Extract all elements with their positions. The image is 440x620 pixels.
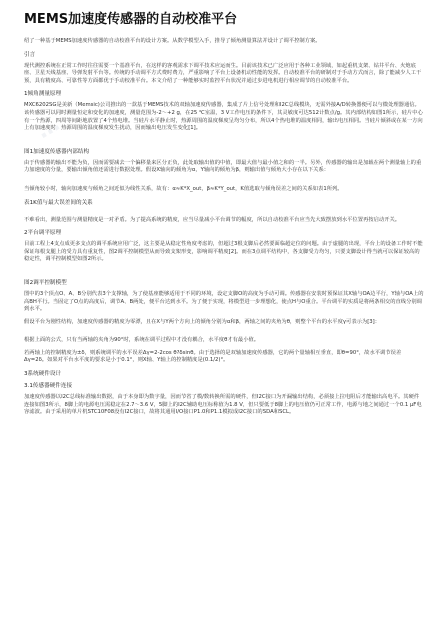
page-title: MEMS加速度传感器的自动校准平台 [24, 12, 238, 27]
section-heading: 1倾角测量原理 [24, 91, 62, 98]
document-body [10, 38, 430, 417]
section-heading: 引言 [24, 51, 36, 58]
section-heading: 图1加速度传感器内部结构 [24, 148, 90, 155]
paragraph: 加速度传感器以I2C总线标准输出数据，由于本身即为数字量，因而节省了模/数转换所需的硬件，但I2C接口为开漏输出结构，必须接上拉电阻后才能输出高电平。其硬件连接如图3所示，8脚上的电源电压需稳定在2.7～3.6 V，5脚上的I2C辅助电压标称值为1.8 V，但只要低于8脚上的电压值仍可正常工作，电源与地之间通过一个0.1 μF电容滤波。由于采用的单片机STC10F08没有I2C接口，故将其通用I/O接口P1.0和P1.1模拟成I2C接口的SDA和SCL。 [24, 394, 422, 416]
paragraph: MXC6202SG是美新（Memsic)公司推出的一款基于MEMS技术的双轴加速度传感器，集成了片上信号处理和I2C总线模块，无需外接A/D转换器便可以与微处理器通信。该传感器可以同时测量恒定和变化的加速度，测量范围为-2～+2 g，在25 ℃室温，3 V工作电压的条件下，其灵敏度可达512计数点/g。其内部结构如图1所示，硅片中心有一个热源，四周等间距地放置了4个热电堆。当硅片水平静止时，热源周围的温度梯度呈均匀分布，所以4个热电堆的温度相同，输出电压相同。当硅片倾斜或在某一方向上有加速度时，热源周围的温度梯度发生扰动，因而输出电压发生变化[1]。 [24, 102, 423, 132]
paragraph: 若两轴上的控制精度为±δ，则系统调平的水平误差Δγ=2-2cos θ?δsinθ。由于选择的是双轴加速度传感器，它的两个量轴相互垂直，即θ=90°，故水平调节误差Δγ=2δ。如果对平台水平度的要求是小于0.1°，则X轴、Y轴上的控制精度是(0.1/2)°。 [24, 349, 402, 364]
section-heading: 表1K值与最大误差间的关系 [24, 199, 93, 206]
section-heading: 3.1传感器硬件连接 [24, 383, 73, 390]
paragraph: 假设平台为刚性结构，加速度传感器的精度为零漂，且在X与Y两个方向上的倾角分别为α和β，两轴之间的夹角为θ，则整个平台的水平度γ可表示为[3]： [24, 318, 381, 325]
paragraph: 目前工程上4支点成更多支点的调平系统应用广泛，这主要是从稳定性角度考虑的，但超过3根支脚后必然要面临超定位的问题。由于虚腿的出现，平台上的设备工作时不能保证每根支腿上的受力具有重复性，图2调平控制模型从而导致支架形变，影响调平精度[2]。而在3点调平结构中，各支脚受力均匀，只要支脚设计得当就可以保证较高的稳定性，调平控制模型如图2所示。 [24, 241, 423, 263]
paragraph: 绍了一种基于MEMS加速度传感器的自动校准平台的设计方案。从数学模型入手，推导了倾角测量算法并设计了调平控制方案。 [24, 38, 321, 44]
figure-placeholder [10, 138, 430, 144]
paragraph: 现代测控系统在正常工作时往往需要一个基准平台，在这样的客观需求下调平技术应运而生。目前该技术已广泛应用于各种工业领域，如起重机支架、钻井平台、火炮底座、卫星天线基座、导弹发射平台等。传统的手动调平方式费时费力，严重影响了平台上设备机动性能的发挥。自动校准平台的研制对于手动方式而言，除了能减少人工干预，具有精度高、可靠性等方面都优于手动校准平台。本文介绍了一种能够实时监控平台状况并通过步进电机进行相应调节的自动校准平台。 [24, 62, 422, 84]
paragraph: 不难看出，测量范围与测量精度是一对矛盾。为了提高系统的精度，应当尽量减小平台调节的幅度，所以自动校准平台应当先大致摆放到水平位置再按启动开关。 [24, 216, 401, 223]
figure-placeholder [10, 269, 430, 275]
section-heading: 图2调平控制模型 [24, 279, 67, 286]
paragraph: 由于传感器的输出不能为负，因而需要减去一个偏移量来区分正负，此处取输出值的中值，即最大值与最小值之和的一半。另外，传感器的输出是加载在两个测量轴上的重力加速度的分量，要输出倾角值还需进行数据处理。假设X轴向的倾角为α，Y轴向的倾角为β，则输出值与倾角大小存在以下关系： [24, 159, 422, 174]
section-heading: 3系统硬件设计 [24, 371, 62, 378]
watermark: ⋯ [35, 116, 67, 149]
paragraph: 图中的3个顶点O、A、B分别代表3个支撑轴，为了使基座能够适用于不同的环境，设定支脚O的高度为手动可调。传感器在安装时预保证其X轴与OA边平行，Y轴与OA上的高BH平行。当固定了O点的高度后，调节A、B两处，便平台达到水平。为了便于实现，将模型进一步理想化，使点H与O重合。平台调平的实质是将两条相交的直线分别调到水平。 [24, 290, 424, 313]
paragraph: 当倾角较小时，轴向加速度与倾角之间近似为线性关系，故有：α≈K*X_out，β≈K*Y_out，K值选取与倾角误差之间的关系如表1所列。 [24, 185, 343, 192]
section-heading: 2平台调平原理 [24, 230, 62, 237]
paragraph: 根据上面的公式，只有当两轴的夹角为90°时，系统在调平过程中才没有耦合，水平度θ才有最小值。 [24, 337, 260, 344]
